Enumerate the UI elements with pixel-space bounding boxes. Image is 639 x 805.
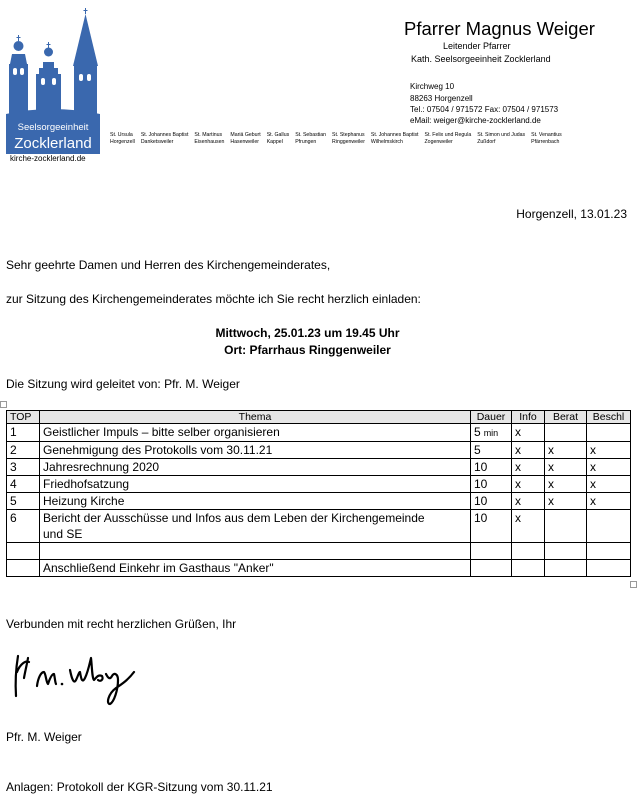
cell-top: 2 [7, 442, 40, 459]
parish-place: Pfrungen [295, 139, 317, 145]
cell-thema [40, 543, 471, 560]
parish-item [531, 132, 562, 146]
meeting-time: Mittwoch, 25.01.23 um 19.45 Uhr [215, 326, 400, 340]
cell-dauer [471, 510, 512, 543]
pastor-unit: Kath. Seelsorgeeinheit Zocklerland [411, 54, 551, 64]
website-url: kirche-zocklerland.de [10, 154, 86, 163]
cell-dauer [471, 560, 512, 577]
cell-dauer [471, 476, 512, 493]
parish-item [267, 132, 290, 146]
cell-dauer [471, 543, 512, 560]
cell-dauer-value: 5 [474, 443, 481, 457]
cell-berat [545, 560, 587, 577]
cell-berat: x [545, 476, 587, 493]
cell-berat: x [545, 442, 587, 459]
cell-top [7, 560, 40, 577]
table-row [7, 459, 631, 476]
header-top: TOP [7, 411, 40, 424]
cell-top: 1 [7, 424, 40, 442]
cell-info [512, 560, 545, 577]
cell-beschl [587, 424, 631, 442]
logo-name-line1: Seelsorgeeinheit [17, 122, 89, 133]
meeting-place: Ort: Pfarrhaus Ringgenweiler [224, 343, 391, 357]
parish-saint: St. Martinus [194, 132, 223, 138]
signature-image [10, 650, 142, 708]
cell-thema-text-cont: und SE [43, 527, 83, 541]
table-row [7, 442, 631, 459]
parish-saint: St. Venantius [531, 132, 562, 138]
parish-place: Zogenweiler [424, 139, 453, 145]
pastor-name: Pfarrer Magnus Weiger [404, 18, 595, 39]
cell-beschl [587, 510, 631, 543]
parish-place: Wilhelmskirch [370, 139, 403, 145]
cell-thema-text: Geistlicher Impuls – bitte selber organisieren [43, 425, 280, 439]
parish-saint: St. Gallus [266, 132, 290, 138]
parish-saint: St. Sebastian [295, 132, 327, 138]
cell-beschl: x [587, 493, 631, 510]
cell-info: x [512, 442, 545, 459]
cell-top: 3 [7, 459, 40, 476]
address-email: eMail: weiger@kirche-zocklerland.de [410, 116, 541, 125]
parish-item [332, 132, 365, 146]
parish-item [477, 132, 525, 146]
cell-dauer [471, 442, 512, 459]
pastor-role: Leitender Pfarrer [443, 41, 511, 51]
parish-place: Hasenweiler [230, 139, 259, 145]
cell-dauer-value: 5 [474, 425, 481, 439]
cell-thema-text: Heizung Kirche [43, 494, 125, 508]
cell-dauer [471, 459, 512, 476]
parish-saint: St. Johannes Baptist [140, 132, 189, 138]
parish-place: Ringgenweiler [332, 139, 365, 145]
table-row [7, 493, 631, 510]
parish-saint: St. Johannes Baptist [370, 132, 419, 138]
cell-thema [40, 560, 471, 577]
parish-logo [6, 6, 100, 154]
parish-place: Danketsweiler [140, 139, 174, 145]
cell-info [512, 543, 545, 560]
table-row [7, 510, 631, 543]
cell-thema [40, 510, 471, 543]
parish-item [371, 132, 419, 146]
parish-item [230, 132, 260, 146]
attachments-text: Anlagen: Protokoll der KGR-Sitzung vom 30.11.21 [6, 780, 273, 794]
intro-text: zur Sitzung des Kirchengemeinderates möchte ich Sie recht herzlich einladen: [6, 292, 421, 306]
table-row [7, 543, 631, 560]
cell-dauer-value: 10 [474, 477, 488, 491]
address-street: Kirchweg 10 [410, 82, 455, 91]
table-header-row [7, 411, 631, 424]
cell-info: x [512, 459, 545, 476]
cell-dauer-value: 10 [474, 511, 488, 525]
cell-thema [40, 459, 471, 476]
parish-place: Pfärrenbach [531, 139, 560, 145]
letter-date: Horgenzell, 13.01.23 [516, 207, 627, 221]
cell-berat: x [545, 493, 587, 510]
parish-place: Kappel [266, 139, 283, 145]
cell-top: 5 [7, 493, 40, 510]
cell-dauer [471, 424, 512, 442]
signer-name: Pfr. M. Weiger [6, 730, 82, 744]
header-beschl: Beschl [587, 411, 631, 424]
cell-berat: x [545, 459, 587, 476]
cell-beschl: x [587, 442, 631, 459]
parish-list [110, 132, 568, 146]
cell-thema-text: Friedhofsatzung [43, 477, 130, 491]
cell-beschl [587, 560, 631, 577]
cell-thema-text: Jahresrechnung 2020 [43, 460, 160, 474]
cell-beschl: x [587, 476, 631, 493]
header-dauer: Dauer [471, 411, 512, 424]
cell-dauer [471, 493, 512, 510]
header-thema: Thema [40, 411, 471, 424]
parish-item [141, 132, 189, 146]
cell-beschl [587, 543, 631, 560]
closing-text: Verbunden mit recht herzlichen Grüßen, Ihr [6, 617, 237, 631]
parish-place: Zußdorf [477, 139, 496, 145]
table-row [7, 476, 631, 493]
cell-thema-text: Genehmigung des Protokolls vom 30.11.21 [43, 443, 273, 457]
parish-place: Eisenhausen [194, 139, 225, 145]
table-row [7, 560, 631, 577]
table-move-handle[interactable] [0, 401, 7, 408]
cell-top [7, 543, 40, 560]
cell-thema-text: Bericht der Ausschüsse und Infos aus dem Leben der Kirchengemeinde [43, 511, 425, 525]
header-berat: Berat [545, 411, 587, 424]
agenda-table [6, 410, 631, 577]
cell-top: 6 [7, 510, 40, 543]
cell-info: x [512, 476, 545, 493]
cell-thema-text: Anschließend Einkehr im Gasthaus "Anker" [43, 561, 274, 575]
salutation: Sehr geehrte Damen und Herren des Kirchengemeinderates, [6, 258, 331, 272]
cell-thema [40, 442, 471, 459]
cell-top: 4 [7, 476, 40, 493]
cell-thema [40, 424, 471, 442]
logo-name-line2: Zocklerland [14, 135, 92, 152]
cell-dauer-value: 10 [474, 460, 488, 474]
cell-thema [40, 493, 471, 510]
cell-beschl: x [587, 459, 631, 476]
parish-place: Horgenzell [110, 139, 135, 145]
cell-berat [545, 510, 587, 543]
chair-text: Die Sitzung wird geleitet von: Pfr. M. Weiger [6, 377, 240, 391]
cell-info: x [512, 493, 545, 510]
cell-dauer-value: 10 [474, 494, 488, 508]
parish-item [194, 132, 224, 146]
parish-saint: St. Felix und Regula [424, 132, 472, 138]
parish-saint: St. Stephanus [332, 132, 365, 138]
cell-info: x [512, 510, 545, 543]
parish-saint: Mariä Geburt [230, 132, 261, 138]
cell-berat [545, 424, 587, 442]
cell-dauer-unit: min [483, 428, 499, 438]
parish-saint: St. Ursula [110, 132, 133, 138]
header-info: Info [512, 411, 545, 424]
parish-item [425, 132, 472, 146]
cell-berat [545, 543, 587, 560]
table-row [7, 424, 631, 442]
parish-saint: St. Simon und Judas [477, 132, 526, 138]
address-phone: Tel.: 07504 / 971572 Fax: 07504 / 971573 [410, 105, 559, 114]
table-resize-handle[interactable] [630, 581, 637, 588]
address-city: 88263 Horgenzell [410, 94, 473, 103]
parish-item [295, 132, 326, 146]
cell-thema [40, 476, 471, 493]
parish-item [110, 132, 135, 146]
cell-info: x [512, 424, 545, 442]
